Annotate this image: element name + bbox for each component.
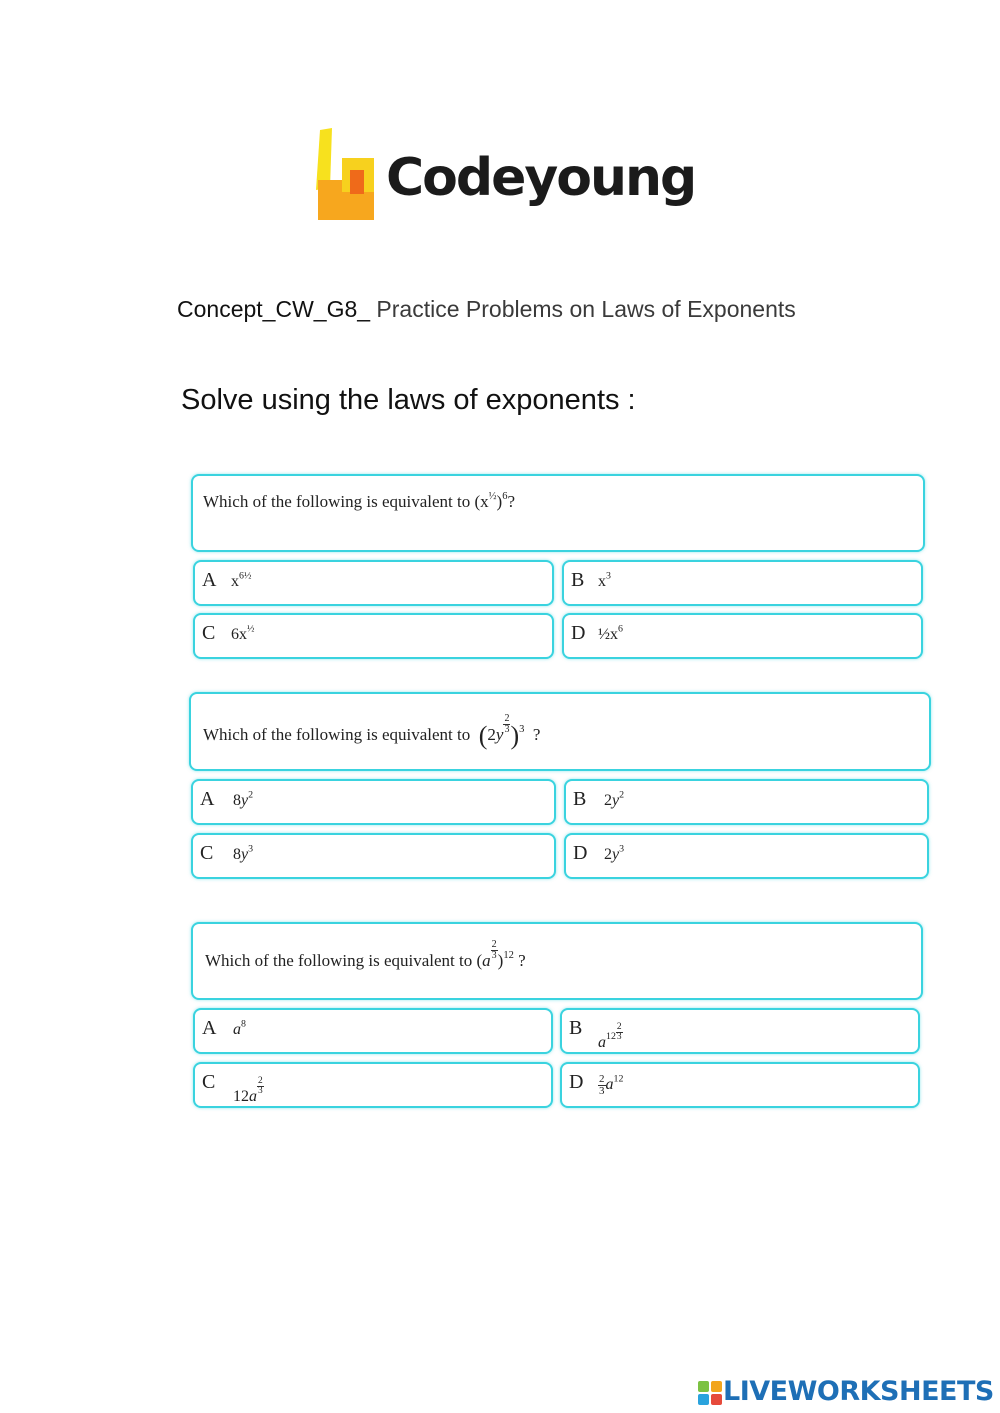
question-1-option-c[interactable]: C $6x^{\frac{1}{2}}$ <box>193 613 554 659</box>
question-3-prompt-box <box>191 922 923 1000</box>
option-value: $2y^2$ <box>604 789 625 809</box>
question-2-prompt: Which of the following is equivalent to (2y $^{\frac{2}{3}}$ )$^3$ ? <box>203 713 541 750</box>
option-value: $\frac{2}{3}$ $a^{12}$ <box>599 1073 624 1097</box>
question-2-expression: (2y $^{\frac{2}{3}}$ )$^3$ ? <box>478 713 541 750</box>
option-value: $8y^2$ <box>233 789 254 809</box>
question-1-option-d[interactable]: D $\frac{1}{2}x^6$ <box>562 613 923 659</box>
question-3-prompt: Which of the following is equivalent to (a $^{\frac{2}{3}}$ )$^{12}$ ? <box>205 939 526 970</box>
question-2-option-b[interactable]: B $2y^2$ <box>564 779 929 825</box>
worksheet-code: Concept_CW_G8_ <box>177 296 371 322</box>
option-value: $x^3$ <box>598 570 611 590</box>
codeyoung-logo-mark-icon <box>312 128 382 228</box>
codeyoung-logo-text: Codeyoung <box>386 148 696 208</box>
question-3-option-b[interactable]: B $a^{12 \frac{2}{3}}$ <box>560 1008 920 1054</box>
liveworksheets-brand <box>698 1376 998 1412</box>
liveworksheets-text: LIVEWORKSHEETS <box>723 1376 994 1407</box>
instruction-text: Solve using the laws of exponents : <box>181 384 636 416</box>
question-1-expression: $(x^{\frac{1}{2}})^6$? <box>474 491 516 511</box>
question-3-expression: (a $^{\frac{2}{3}}$ )$^{12}$ ? <box>476 939 526 970</box>
option-value: $2y^3$ <box>604 843 625 863</box>
question-2-prompt-box <box>189 692 931 771</box>
option-value: $x^{6\frac{1}{2}}$ <box>231 570 252 590</box>
question-3-option-d[interactable]: D $\frac{2}{3}$ $a^{12}$ <box>560 1062 920 1108</box>
worksheet-title <box>177 296 796 323</box>
question-1-option-b[interactable]: B $x^3$ <box>562 560 923 606</box>
option-value: $a^{12 \frac{2}{3}}$ <box>598 1022 622 1051</box>
option-value: $6x^{\frac{1}{2}}$ <box>231 623 255 643</box>
question-2-option-d[interactable]: D $2y^3$ <box>564 833 929 879</box>
question-1-prompt-box <box>191 474 925 552</box>
question-3-option-a[interactable]: A $a^8$ <box>193 1008 553 1054</box>
codeyoung-logo <box>312 128 702 232</box>
option-value: $\frac{1}{2}x^6$ <box>598 623 623 643</box>
question-3-option-c[interactable]: C 12a $^{\frac{2}{3}}$ <box>193 1062 553 1108</box>
option-value: $8y^3$ <box>233 843 254 863</box>
option-value: $a^8$ <box>233 1018 246 1038</box>
question-2-option-a[interactable]: A $8y^2$ <box>191 779 556 825</box>
question-2-option-c[interactable]: C $8y^3$ <box>191 833 556 879</box>
option-value: 12a $^{\frac{2}{3}}$ <box>233 1076 263 1105</box>
worksheet-topic: Practice Problems on Laws of Exponents <box>370 296 796 322</box>
question-1-prompt: Which of the following is equivalent to $(x^{\frac{1}{2}})^6$? <box>203 491 516 511</box>
question-1-option-a[interactable]: A $x^{6\frac{1}{2}}$ <box>193 560 554 606</box>
liveworksheets-logo-icon <box>698 1381 722 1405</box>
